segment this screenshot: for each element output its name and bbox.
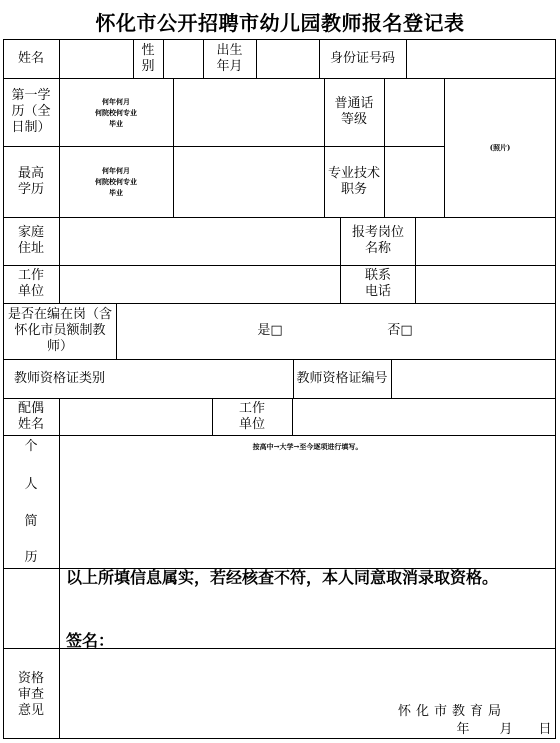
spouse-name-label: 配偶姓名	[17, 400, 44, 432]
resume-hint: 按高中→大学→至今逐项进行填写。	[252, 441, 363, 451]
edu-highest-hint[interactable]	[59, 146, 173, 217]
on-staff-label: 是否在编在岗（含怀化市员额制教师）	[7, 307, 112, 354]
review-field[interactable]	[60, 650, 555, 700]
edu-hint-line1: 何年何月	[102, 96, 130, 106]
apply-post-label: 报考岗位名称	[352, 225, 405, 256]
work-unit-field[interactable]	[59, 265, 340, 303]
review-label: 资格审查意见	[17, 671, 44, 718]
name-label: 姓名	[17, 51, 44, 66]
birth-label: 出生年月	[216, 43, 243, 74]
edu-fulltime-field[interactable]	[173, 78, 324, 146]
cert-type-label: 教师资格证类别	[13, 370, 105, 386]
on-staff-yes-checkbox[interactable]: 是□	[257, 323, 283, 338]
apply-post-field[interactable]	[415, 217, 556, 265]
on-staff-no-checkbox[interactable]: 否□	[387, 323, 413, 338]
form-title: 怀化市公开招聘市幼儿园教师报名登记表	[95, 11, 465, 35]
edu-highest-label: 最高学历	[17, 165, 44, 197]
resume-label-char: 人	[24, 477, 38, 492]
col-divider	[340, 217, 341, 304]
spouse-name-field[interactable]	[59, 398, 212, 435]
edu-hint-line1: 何年何月	[102, 166, 130, 175]
date-year: 年	[456, 722, 470, 737]
edu-highest-field[interactable]	[173, 146, 324, 217]
date-month: 月	[499, 722, 513, 737]
edu-hint-line2: 何院校何专业	[95, 177, 137, 186]
phone-label: 联系电话	[364, 268, 391, 299]
col-divider	[293, 359, 294, 399]
gender-field[interactable]	[163, 39, 203, 79]
edu-hint-line3: 毕业	[109, 188, 123, 197]
mandarin-label: 普通话等级	[334, 96, 374, 127]
title-post-field[interactable]	[384, 146, 444, 217]
declaration-text: 以上所填信息属实，若经核查不符，本人同意取消录取资格。	[66, 568, 499, 587]
birth-field[interactable]	[256, 39, 319, 79]
name-field[interactable]	[59, 39, 133, 79]
phone-field[interactable]	[415, 265, 556, 303]
spouse-unit-field[interactable]	[292, 398, 556, 435]
resume-label-char: 历	[24, 550, 38, 565]
signature-field[interactable]	[118, 626, 318, 646]
id-number-label: 身份证号码	[329, 51, 395, 66]
resume-field[interactable]	[60, 455, 555, 567]
mandarin-field[interactable]	[384, 78, 444, 146]
signature-label: 签名：	[66, 631, 115, 650]
id-number-field[interactable]	[406, 39, 556, 79]
resume-label-char: 简	[24, 514, 38, 529]
work-unit-label: 工作单位	[17, 268, 44, 299]
col-divider	[133, 39, 134, 79]
col-divider	[212, 398, 213, 436]
edu-fulltime-hint[interactable]	[59, 78, 173, 146]
date-day: 日	[538, 722, 552, 737]
address-field[interactable]	[59, 217, 340, 265]
address-label: 家庭住址	[17, 225, 44, 256]
col-divider	[324, 78, 325, 218]
cert-no-label: 教师资格证编号	[296, 370, 388, 386]
title-post-label: 专业技术职务	[328, 165, 381, 197]
row-divider	[3, 435, 556, 436]
gender-label: 性别	[141, 43, 155, 74]
photo-placeholder[interactable]: (照片)	[489, 143, 511, 152]
col-divider	[203, 39, 204, 79]
resume-label-char: 个	[24, 439, 38, 454]
edu-hint-line3: 毕业	[109, 118, 123, 128]
cert-no-field[interactable]	[391, 359, 556, 398]
cert-type-field[interactable]	[116, 359, 293, 398]
col-divider	[116, 303, 117, 360]
authority-name: 怀化市教育局	[398, 704, 507, 719]
edu-fulltime-label: 第一学历（全日制）	[11, 88, 51, 135]
spouse-unit-label: 工作单位	[238, 400, 265, 432]
edu-hint-line2: 何院校何专业	[95, 107, 137, 117]
